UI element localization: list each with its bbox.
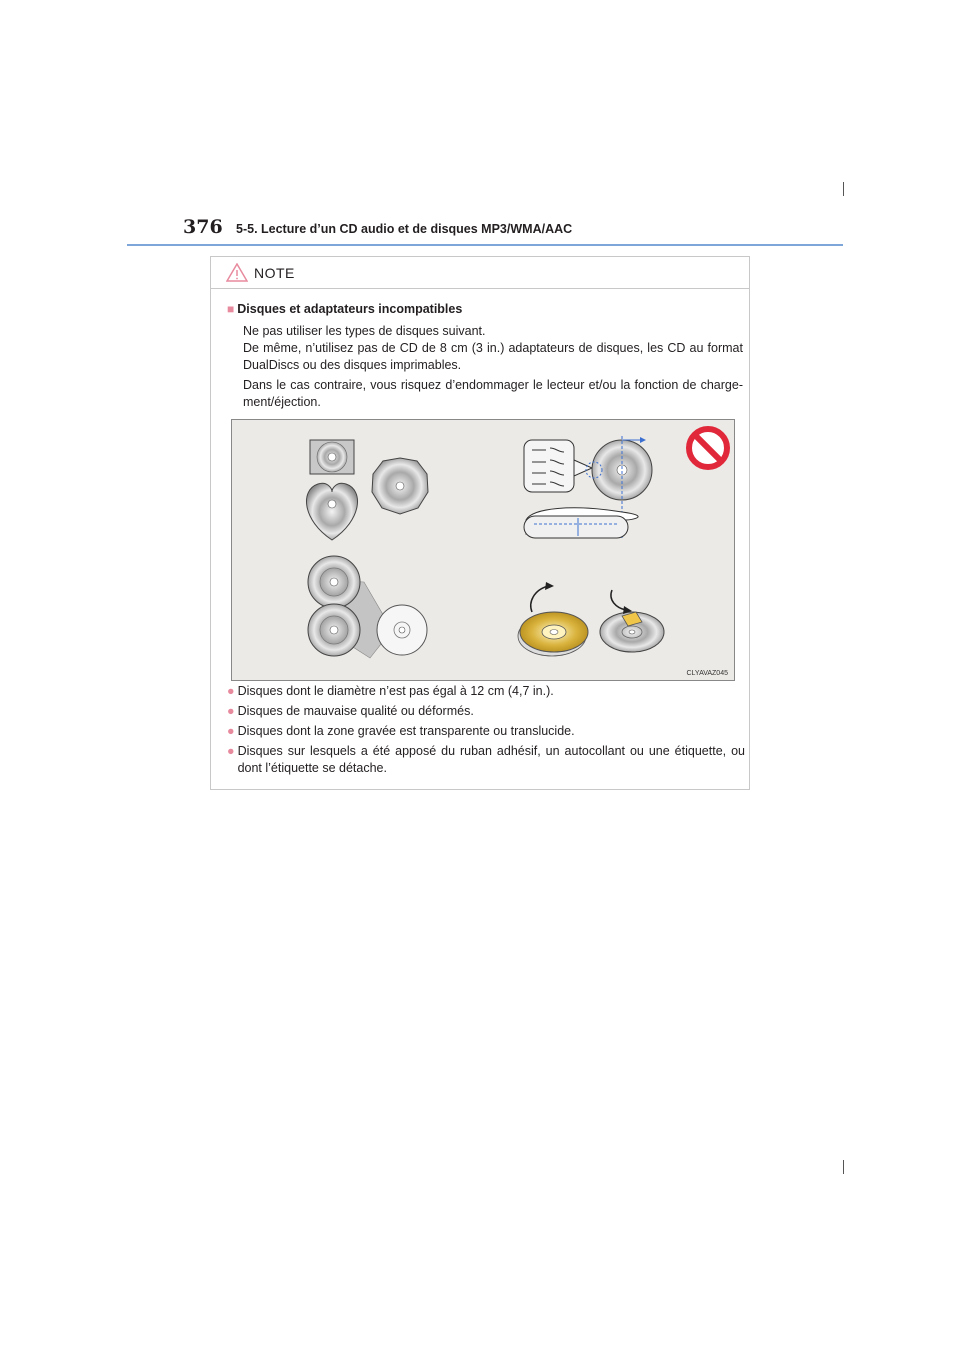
incompatible-discs-figure — [231, 419, 735, 681]
bullet-item — [227, 723, 745, 740]
bullet-text: Disques dont le diamètre n’est pas égal à 12 cm (4,7 in.). — [237, 684, 554, 698]
bullet-text: Disques dont la zone gravée est transparente ou translucide. — [237, 724, 575, 738]
bullet-dot-icon: ● — [227, 724, 235, 738]
bullet-dot-icon: ● — [227, 684, 235, 698]
note-title: NOTE — [254, 265, 295, 281]
bullet-item — [227, 743, 745, 777]
crop-mark-bottom — [843, 1160, 844, 1174]
section-title-text: Disques et adaptateurs incompatibles — [237, 302, 463, 316]
bullet-item — [227, 683, 745, 700]
square-disc-icon — [310, 440, 354, 474]
heart-disc-icon — [306, 483, 357, 540]
deformed-disc-icon — [524, 436, 652, 538]
bullet-dot-icon: ● — [227, 704, 235, 718]
figure-illustration — [232, 420, 736, 682]
bullet-dot-icon: ● — [227, 744, 235, 758]
header-rule — [127, 244, 843, 246]
page-number: 376 — [183, 216, 223, 238]
square-bullet-icon: ■ — [227, 302, 235, 316]
translucent-disc-icon — [518, 582, 588, 656]
sticker-disc-icon — [600, 590, 664, 652]
paragraph-2: Dans le cas contraire, vous risquez d’endommager le lecteur et/ou la fonction de charge-ment/éjection. — [243, 378, 743, 409]
prohibited-icon — [689, 429, 727, 467]
warning-triangle-icon — [226, 263, 248, 282]
section-header: 5-5. Lecture d’un CD audio et de disques MP3/WMA/AAC — [236, 222, 573, 236]
note-header — [211, 257, 749, 289]
bullet-text: Disques de mauvaise qualité ou déformés. — [237, 704, 474, 718]
crop-mark-top — [843, 182, 844, 196]
figure-code: CLYAVAZ045 — [686, 670, 728, 677]
section-title — [227, 302, 462, 316]
disc-adapter-icon — [308, 556, 427, 658]
bullet-text: Disques sur lesquels a été apposé du ruban adhésif, un autocollant ou une étiquette, ou dont l’étiquette se détache. — [237, 744, 745, 775]
paragraph-1-line-1: Ne pas utiliser les types de disques suivant. — [243, 324, 486, 338]
note-box — [210, 256, 750, 790]
bullet-item — [227, 703, 745, 720]
polygon-disc-icon — [372, 458, 428, 514]
paragraph-1-line-2: De même, n’utilisez pas de CD de 8 cm (3 in.) adaptateurs de disques, les CD au format DualDiscs ou des disques imprimables. — [243, 341, 743, 372]
